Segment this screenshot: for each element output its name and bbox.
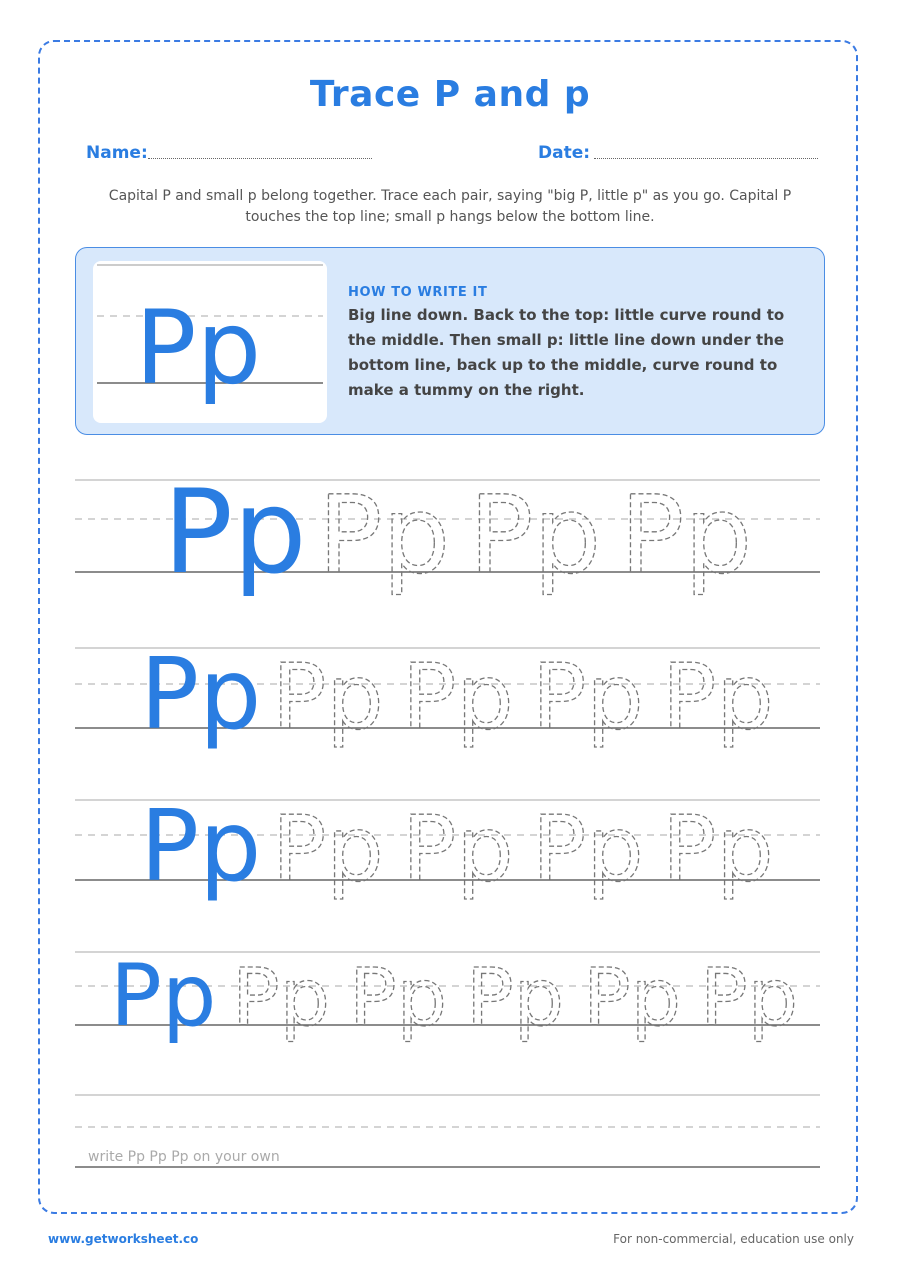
practice-rows	[75, 465, 820, 1046]
free-practice-hint: write Pp Pp Pp on your own	[88, 1149, 280, 1165]
trace-letters[interactable]: Pp	[232, 952, 330, 1044]
practice-row	[75, 638, 820, 752]
trace-letters[interactable]: Pp	[662, 645, 774, 750]
letter-sample: Pp	[135, 289, 262, 408]
trace-letters[interactable]: Pp	[349, 952, 447, 1044]
name-label: Name:	[86, 143, 148, 163]
trace-letters[interactable]: Pp	[402, 797, 514, 902]
model-letters: Pp	[110, 946, 217, 1046]
trace-letters[interactable]: Pp	[402, 645, 514, 750]
trace-letters[interactable]: Pp	[662, 797, 774, 902]
website-link[interactable]: www.getworksheet.co	[48, 1232, 199, 1246]
license-note: For non-commercial, education use only	[613, 1232, 854, 1246]
instructions-text: Capital P and small p belong together. Trace each pair, saying "big P, little p" as you go. Capital P touches the top line; small p hangs below the bottom line.	[108, 188, 792, 225]
trace-letters[interactable]: Pp	[469, 474, 602, 598]
practice-row	[75, 790, 820, 904]
trace-letters[interactable]: Pp	[532, 797, 644, 902]
practice-row	[75, 946, 820, 1046]
model-letters: Pp	[140, 638, 262, 752]
trace-letters[interactable]: Pp	[272, 645, 384, 750]
trace-letters[interactable]: Pp	[318, 474, 451, 598]
trace-letters[interactable]: Pp	[620, 474, 753, 598]
trace-letters[interactable]: Pp	[583, 952, 681, 1044]
how-to-body: Big line down. Back to the top: little curve round to the middle. Then small p: little line down under the bottom line, back up to the middle, curve round to make a tummy on the right.	[348, 306, 785, 399]
model-letters: Pp	[140, 790, 262, 904]
worksheet-title: Trace P and p	[309, 74, 591, 115]
date-label: Date:	[538, 143, 591, 163]
trace-letters[interactable]: Pp	[272, 797, 384, 902]
how-to-heading: HOW TO WRITE IT	[348, 285, 488, 300]
model-letters: Pp	[163, 465, 307, 600]
practice-row	[75, 465, 820, 600]
trace-letters[interactable]: Pp	[700, 952, 798, 1044]
trace-letters[interactable]: Pp	[532, 645, 644, 750]
trace-letters[interactable]: Pp	[466, 952, 564, 1044]
